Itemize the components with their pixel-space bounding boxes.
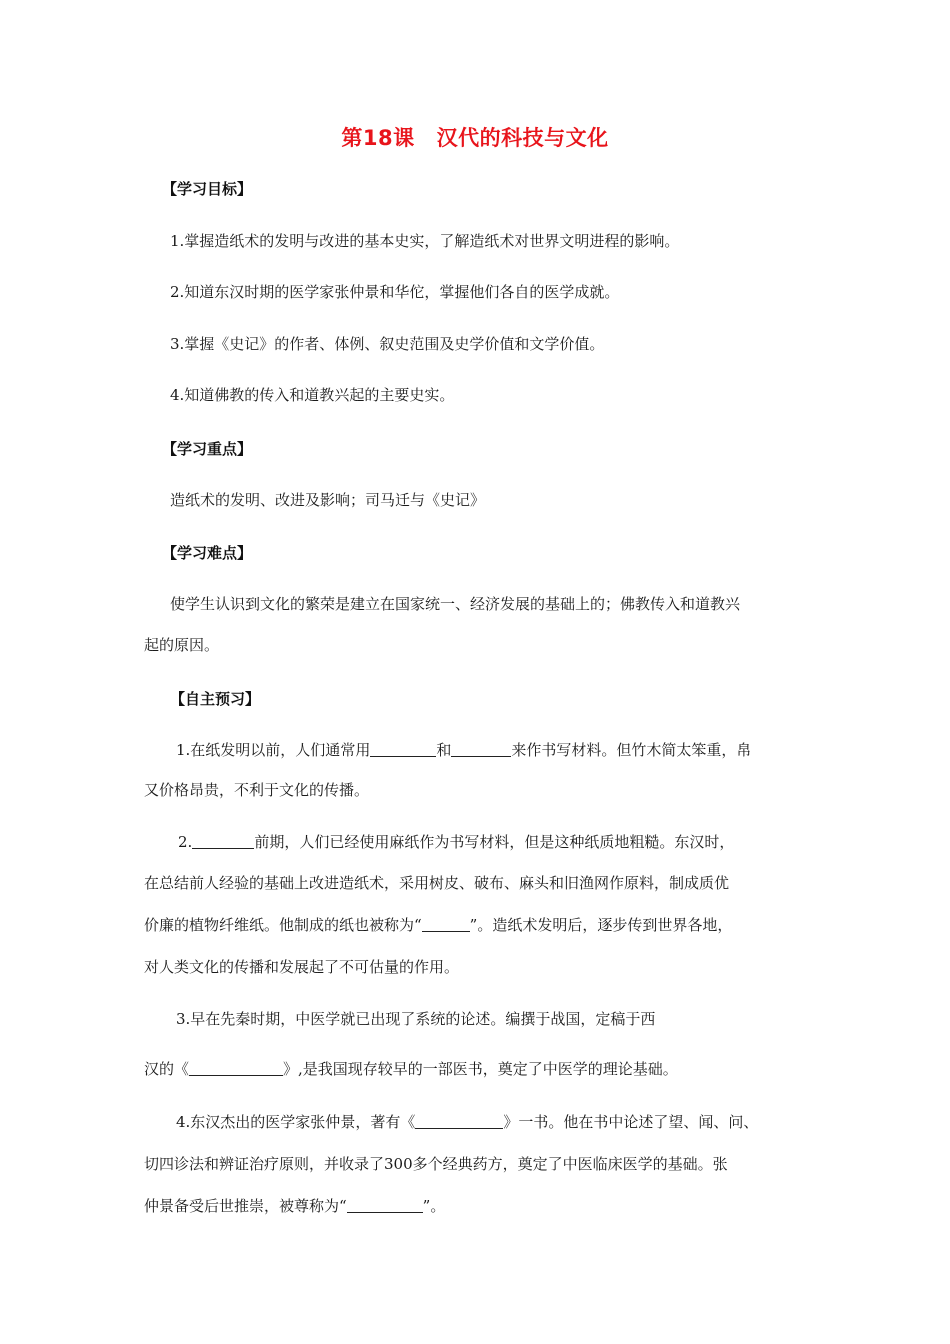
question-4-line1: 4.东汉杰出的医学家张仲景，著有《 》一书。他在书中论述了望、闻、问、: [176, 1113, 759, 1131]
objective-item: 1.掌握造纸术的发明与改进的基本史实，了解造纸术对世界文明进程的影响。: [170, 232, 680, 250]
key-points-text: 造纸术的发明、改进及影响；司马迁与《史记》: [170, 491, 486, 509]
question-3-line2: 汉的《 》,是我国现存较早的一部医书，奠定了中医学的理论基础。: [144, 1060, 678, 1078]
fill-blank[interactable]: [192, 832, 254, 849]
difficulties-text-line1: 使学生认识到文化的繁荣是建立在国家统一、经济发展的基础上的；佛教传入和道教兴: [170, 595, 741, 613]
fill-blank[interactable]: [422, 915, 470, 932]
objectives-heading: 【学习目标】: [162, 180, 253, 198]
fill-blank[interactable]: [189, 1059, 283, 1076]
fill-blank[interactable]: [347, 1196, 423, 1213]
lesson-number: 第18课: [341, 126, 415, 150]
objective-item: 4.知道佛教的传入和道教兴起的主要史实。: [170, 386, 455, 404]
question-3-line1: 3.早在先秦时期，中医学就已出现了系统的论述。编撰于战国，定稿于西: [176, 1010, 656, 1028]
question-2-line4: 对人类文化的传播和发展起了不可估量的作用。: [144, 958, 460, 976]
difficulties-heading: 【学习难点】: [162, 544, 253, 562]
preview-heading: 【自主预习】: [170, 690, 261, 708]
objective-item: 3.掌握《史记》的作者、体例、叙史范围及史学价值和文学价值。: [170, 335, 605, 353]
lesson-name: 汉代的科技与文化: [436, 126, 609, 150]
question-4-line3: 仲景备受后世推崇，被尊称为“ ”。: [144, 1197, 446, 1215]
question-4-line2: 切四诊法和辨证治疗原则，并收录了300多个经典药方，奠定了中医临床医学的基础。张: [144, 1155, 728, 1173]
question-1-line1: 1.在纸发明以前，人们通常用 和 来作书写材料。但竹木简太笨重，帛: [176, 741, 752, 759]
fill-blank[interactable]: [370, 740, 436, 757]
key-points-heading: 【学习重点】: [162, 440, 253, 458]
page-title: [0, 122, 950, 152]
question-2-line2: 在总结前人经验的基础上改进造纸术，采用树皮、破布、麻头和旧渔网作原料，制成质优: [144, 874, 730, 892]
question-1-line2: 又价格昂贵，不利于文化的传播。: [144, 781, 370, 799]
question-2-line3: 价廉的植物纤维纸。他制成的纸也被称为“ ”。造纸术发明后，逐步传到世界各地，: [144, 916, 733, 934]
objective-item: 2.知道东汉时期的医学家张仲景和华佗，掌握他们各自的医学成就。: [170, 283, 620, 301]
fill-blank[interactable]: [451, 740, 511, 757]
question-2-line1: 2. 前期，人们已经使用麻纸作为书写材料，但是这种纸质地粗糙。东汉时，: [178, 833, 735, 851]
fill-blank[interactable]: [415, 1112, 503, 1129]
difficulties-text-line2: 起的原因。: [144, 636, 220, 654]
